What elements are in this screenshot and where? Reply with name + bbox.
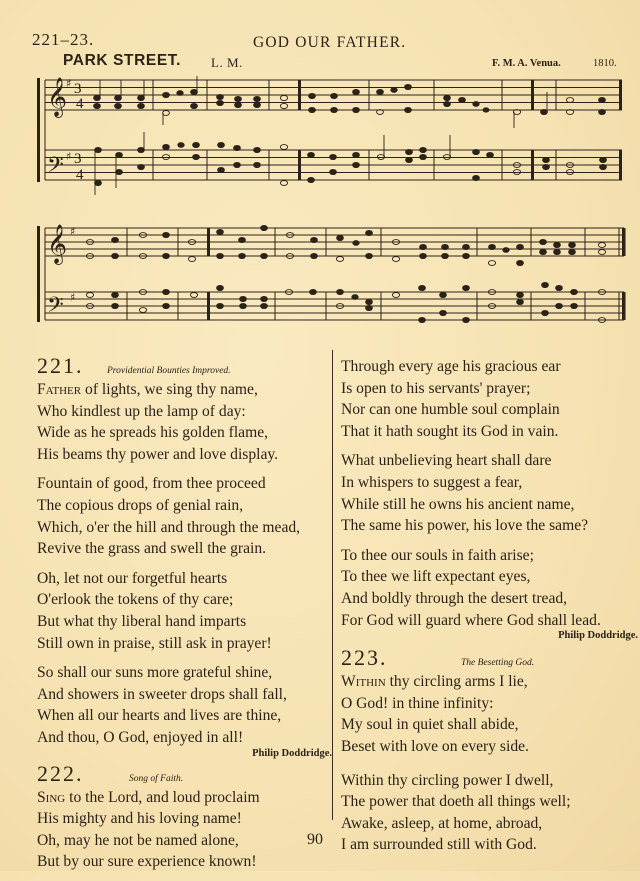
stanza bbox=[341, 671, 636, 757]
verse-line bbox=[341, 671, 636, 693]
drop-word: Sing bbox=[37, 788, 66, 806]
verse-line: To thee we lift expectant eyes, bbox=[341, 568, 531, 586]
sharp-icon: ♯ bbox=[70, 291, 76, 304]
verse-line: Within thy circling power I dwell, bbox=[341, 771, 554, 789]
verse-line: Still own in praise, still ask in prayer! bbox=[37, 634, 272, 652]
hymn-subtitle: Providential Bounties Improved. bbox=[107, 366, 231, 376]
drop-word: Within bbox=[341, 673, 386, 691]
verse-line: Is open to his servants' prayer; bbox=[341, 379, 531, 397]
line-text: thy circling arms I lie, bbox=[389, 673, 528, 691]
hymn-author: Philip Doddridge. bbox=[558, 630, 638, 642]
verse-line: The same his power, his love the same? bbox=[341, 517, 589, 535]
verse-line: O'erlook the tokens of thy care; bbox=[37, 591, 234, 609]
verse-line bbox=[37, 787, 332, 809]
tune-meter: L. M. bbox=[211, 55, 243, 70]
hymn-223-heading bbox=[341, 647, 636, 671]
stanza bbox=[37, 662, 332, 748]
tune-name: PARK STREET. bbox=[63, 52, 182, 69]
verse-line: In whispers to suggest a fear, bbox=[341, 473, 523, 491]
svg-text:4: 4 bbox=[76, 96, 84, 112]
system2-treble-staff bbox=[45, 228, 624, 256]
stanza bbox=[341, 545, 636, 631]
column-divider bbox=[332, 350, 333, 820]
page-number: 90 bbox=[307, 831, 323, 848]
verse-line: While still he owns his ancient name, bbox=[341, 495, 575, 513]
verse-line: I am surrounded still with God. bbox=[341, 836, 537, 854]
verse-line bbox=[37, 379, 332, 401]
verse-line: Oh, may he not be named alone, bbox=[37, 831, 239, 849]
drop-word: Father bbox=[37, 381, 82, 398]
hymn-range: 221–23. bbox=[32, 30, 95, 49]
stanza bbox=[37, 787, 332, 873]
verse-line: For God will guard where God shall lead. bbox=[341, 611, 601, 629]
verse-line: Beset with love on every side. bbox=[341, 737, 529, 755]
right-column bbox=[341, 356, 636, 864]
tune-composer: F. M. A. Venua. bbox=[492, 58, 561, 69]
stanza bbox=[37, 473, 332, 559]
verse-line: His beams thy power and love display. bbox=[37, 445, 279, 463]
bass-clef-icon: 𝄢 bbox=[47, 293, 64, 323]
verse-line: To thee our souls in faith arise; bbox=[341, 546, 534, 564]
stanza bbox=[37, 379, 332, 465]
sharp-icon: ♯ bbox=[66, 150, 72, 163]
svg-text:3: 3 bbox=[74, 151, 82, 167]
verse-line: Wide as he spreads his golden flame, bbox=[37, 424, 269, 442]
verse-line: Awake, asleep, at home, abroad, bbox=[341, 814, 543, 832]
hymn-subtitle: Song of Faith. bbox=[129, 773, 184, 784]
hymn-number: 221. bbox=[37, 353, 84, 378]
section-title: GOD OUR FATHER. bbox=[253, 34, 407, 51]
stanza bbox=[341, 450, 636, 536]
svg-text:4: 4 bbox=[76, 167, 84, 183]
verse-line: Who kindlest up the lamp of day: bbox=[37, 402, 246, 420]
verse-line: O God! in thine infinity: bbox=[341, 694, 494, 712]
treble-clef-icon: 𝄞 bbox=[47, 77, 68, 117]
verse-line: And boldly through the desert tread, bbox=[341, 589, 568, 607]
line-text: of lights, we sing thy name, bbox=[85, 381, 258, 398]
verse-line: Oh, let not our forgetful hearts bbox=[37, 569, 228, 587]
verse-line: And thou, O God, enjoyed in all! bbox=[37, 728, 244, 746]
stanza bbox=[37, 568, 332, 654]
hymn-number: 222. bbox=[37, 760, 84, 786]
hymn-author: Philip Doddridge. bbox=[252, 747, 332, 759]
stanza bbox=[341, 356, 636, 442]
hymn-number: 223. bbox=[341, 645, 388, 671]
verse-line: What unbelieving heart shall dare bbox=[341, 452, 552, 470]
sharp-icon: ♯ bbox=[70, 225, 76, 238]
left-column bbox=[37, 355, 332, 881]
verse-line: My soul in quiet shall abide, bbox=[341, 716, 519, 734]
verse-line: That it hath sought its God in vain. bbox=[341, 422, 559, 440]
verse-line: But by our sure experience known! bbox=[37, 853, 257, 871]
verse-line: Fountain of good, from thee proceed bbox=[37, 475, 266, 493]
verse-line: His mighty and his loving name! bbox=[37, 810, 242, 828]
verse-line: The copious drops of genial rain, bbox=[37, 496, 244, 514]
hymn-221-heading bbox=[37, 355, 332, 379]
bass-clef-icon: 𝄢 bbox=[47, 153, 64, 183]
music-score bbox=[0, 0, 640, 340]
verse-line: Revive the grass and swell the grain. bbox=[37, 540, 267, 558]
tune-year: 1810. bbox=[593, 58, 617, 69]
verse-line: But what thy liberal hand imparts bbox=[37, 612, 247, 630]
verse-line: Nor can one humble soul complain bbox=[341, 401, 560, 419]
verse-line: Which, o'er the hill and through the mead, bbox=[37, 518, 301, 536]
verse-line: And showers in sweeter drops shall fall, bbox=[37, 685, 287, 703]
verse-line: Through every age his gracious ear bbox=[341, 358, 561, 375]
verse-line: So shall our suns more grateful shine, bbox=[37, 664, 273, 682]
line-text: to the Lord, and loud proclaim bbox=[69, 788, 260, 806]
verse-line: When all our hearts and lives are thine, bbox=[37, 707, 282, 725]
stanza bbox=[341, 770, 636, 856]
hymn-subtitle: The Besetting God. bbox=[461, 658, 535, 669]
system2-bass-staff bbox=[45, 292, 624, 320]
hymn-222-heading bbox=[37, 760, 332, 787]
treble-clef-icon: 𝄞 bbox=[47, 224, 68, 264]
sharp-icon: ♯ bbox=[66, 77, 72, 90]
svg-text:3: 3 bbox=[74, 81, 82, 97]
verse-line: The power that doeth all things well; bbox=[341, 793, 571, 811]
